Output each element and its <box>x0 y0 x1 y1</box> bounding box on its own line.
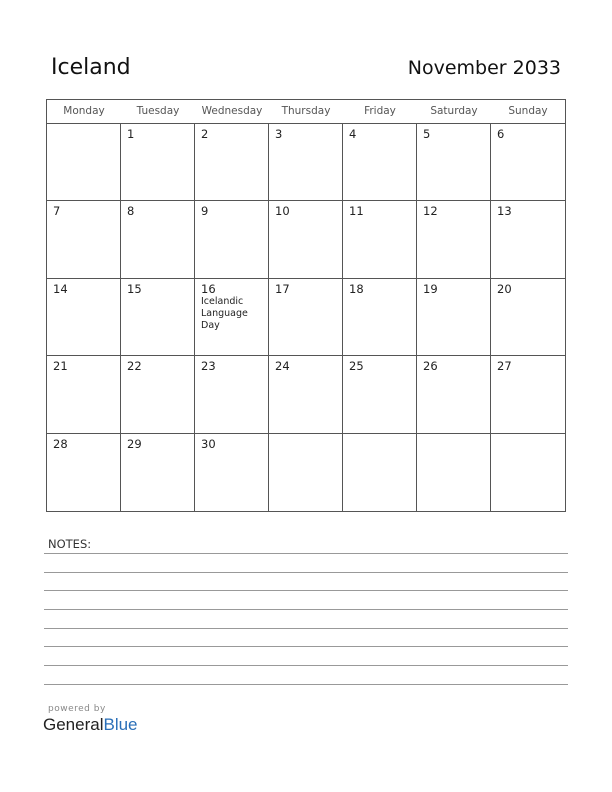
day-number: 28 <box>53 436 68 451</box>
brand-general: General <box>43 715 104 734</box>
weekday-saturday: Saturday <box>430 105 478 117</box>
day-number: 12 <box>423 204 438 219</box>
notes-line <box>44 628 568 629</box>
notes-line <box>44 646 568 647</box>
day-number: 25 <box>349 359 364 374</box>
day-number: 19 <box>423 281 438 296</box>
country-title: Iceland <box>51 55 131 80</box>
month-year-title: November 2033 <box>407 57 561 79</box>
weeks-grid <box>47 124 565 511</box>
day-number: 10 <box>275 204 290 219</box>
day-number: 6 <box>497 127 505 141</box>
day-number: 2 <box>201 127 209 141</box>
day-number: 3 <box>275 127 283 141</box>
brand-blue: Blue <box>103 715 138 734</box>
day-number: 15 <box>127 281 142 296</box>
day-number: 29 <box>127 436 142 451</box>
notes-line <box>44 590 568 591</box>
calendar-grid <box>46 99 566 512</box>
notes-line <box>44 665 568 666</box>
day-cell <box>121 279 195 356</box>
weekday-sunday: Sunday <box>508 105 548 117</box>
notes-label: NOTES: <box>48 537 92 551</box>
day-cell <box>491 434 565 511</box>
day-cell <box>417 356 491 433</box>
notes-line <box>44 572 568 573</box>
weekday-tuesday: Tuesday <box>136 105 180 117</box>
day-cell <box>417 434 491 511</box>
weekday-friday: Friday <box>364 105 396 117</box>
day-number: 24 <box>275 359 290 374</box>
day-cell <box>269 434 343 511</box>
day-number: 4 <box>349 127 357 141</box>
day-cell <box>343 356 417 433</box>
day-number: 13 <box>497 204 512 219</box>
day-cell <box>47 201 121 278</box>
notes-line <box>44 553 568 554</box>
day-number: 21 <box>53 359 68 374</box>
day-number: 1 <box>127 127 135 141</box>
holiday-event: Icelandic Language Day <box>201 295 248 331</box>
day-number: 27 <box>497 359 512 374</box>
day-number: 9 <box>201 204 209 219</box>
day-number: 11 <box>349 204 364 219</box>
weekday-wednesday: Wednesday <box>201 105 263 117</box>
powered-by-text: powered by <box>48 704 106 714</box>
day-cell <box>195 434 269 511</box>
day-cell <box>417 279 491 356</box>
day-cell <box>491 356 565 433</box>
day-cell <box>195 201 269 278</box>
day-number: 16 <box>201 281 216 296</box>
day-cell <box>269 356 343 433</box>
day-cell <box>121 201 195 278</box>
weekday-header-row <box>47 100 565 124</box>
day-cell <box>417 124 491 201</box>
day-number: 5 <box>423 127 431 141</box>
day-cell <box>491 124 565 201</box>
day-cell <box>491 201 565 278</box>
day-cell <box>121 356 195 433</box>
day-cell <box>195 279 269 356</box>
day-cell <box>47 434 121 511</box>
notes-line <box>44 684 568 685</box>
day-cell <box>491 279 565 356</box>
day-number: 20 <box>497 281 512 296</box>
day-cell <box>269 279 343 356</box>
day-cell <box>195 124 269 201</box>
weekday-thursday: Thursday <box>281 105 331 117</box>
day-number: 14 <box>53 281 68 296</box>
day-cell <box>269 124 343 201</box>
day-cell <box>47 356 121 433</box>
day-number: 26 <box>423 359 438 374</box>
day-cell <box>343 124 417 201</box>
day-number: 30 <box>201 436 216 451</box>
day-cell <box>343 279 417 356</box>
day-cell <box>47 124 121 201</box>
day-cell <box>121 434 195 511</box>
day-number: 23 <box>201 359 216 374</box>
day-number: 7 <box>53 204 61 219</box>
notes-line <box>44 609 568 610</box>
day-cell <box>269 201 343 278</box>
day-number: 22 <box>127 359 142 374</box>
day-cell <box>417 201 491 278</box>
weekday-monday: Monday <box>63 105 105 117</box>
day-cell <box>343 434 417 511</box>
day-cell <box>195 356 269 433</box>
generalblue-logo <box>43 715 138 735</box>
day-cell <box>121 124 195 201</box>
day-number: 17 <box>275 281 290 296</box>
day-cell <box>343 201 417 278</box>
day-cell <box>47 279 121 356</box>
day-number: 8 <box>127 204 135 219</box>
day-number: 18 <box>349 281 364 296</box>
